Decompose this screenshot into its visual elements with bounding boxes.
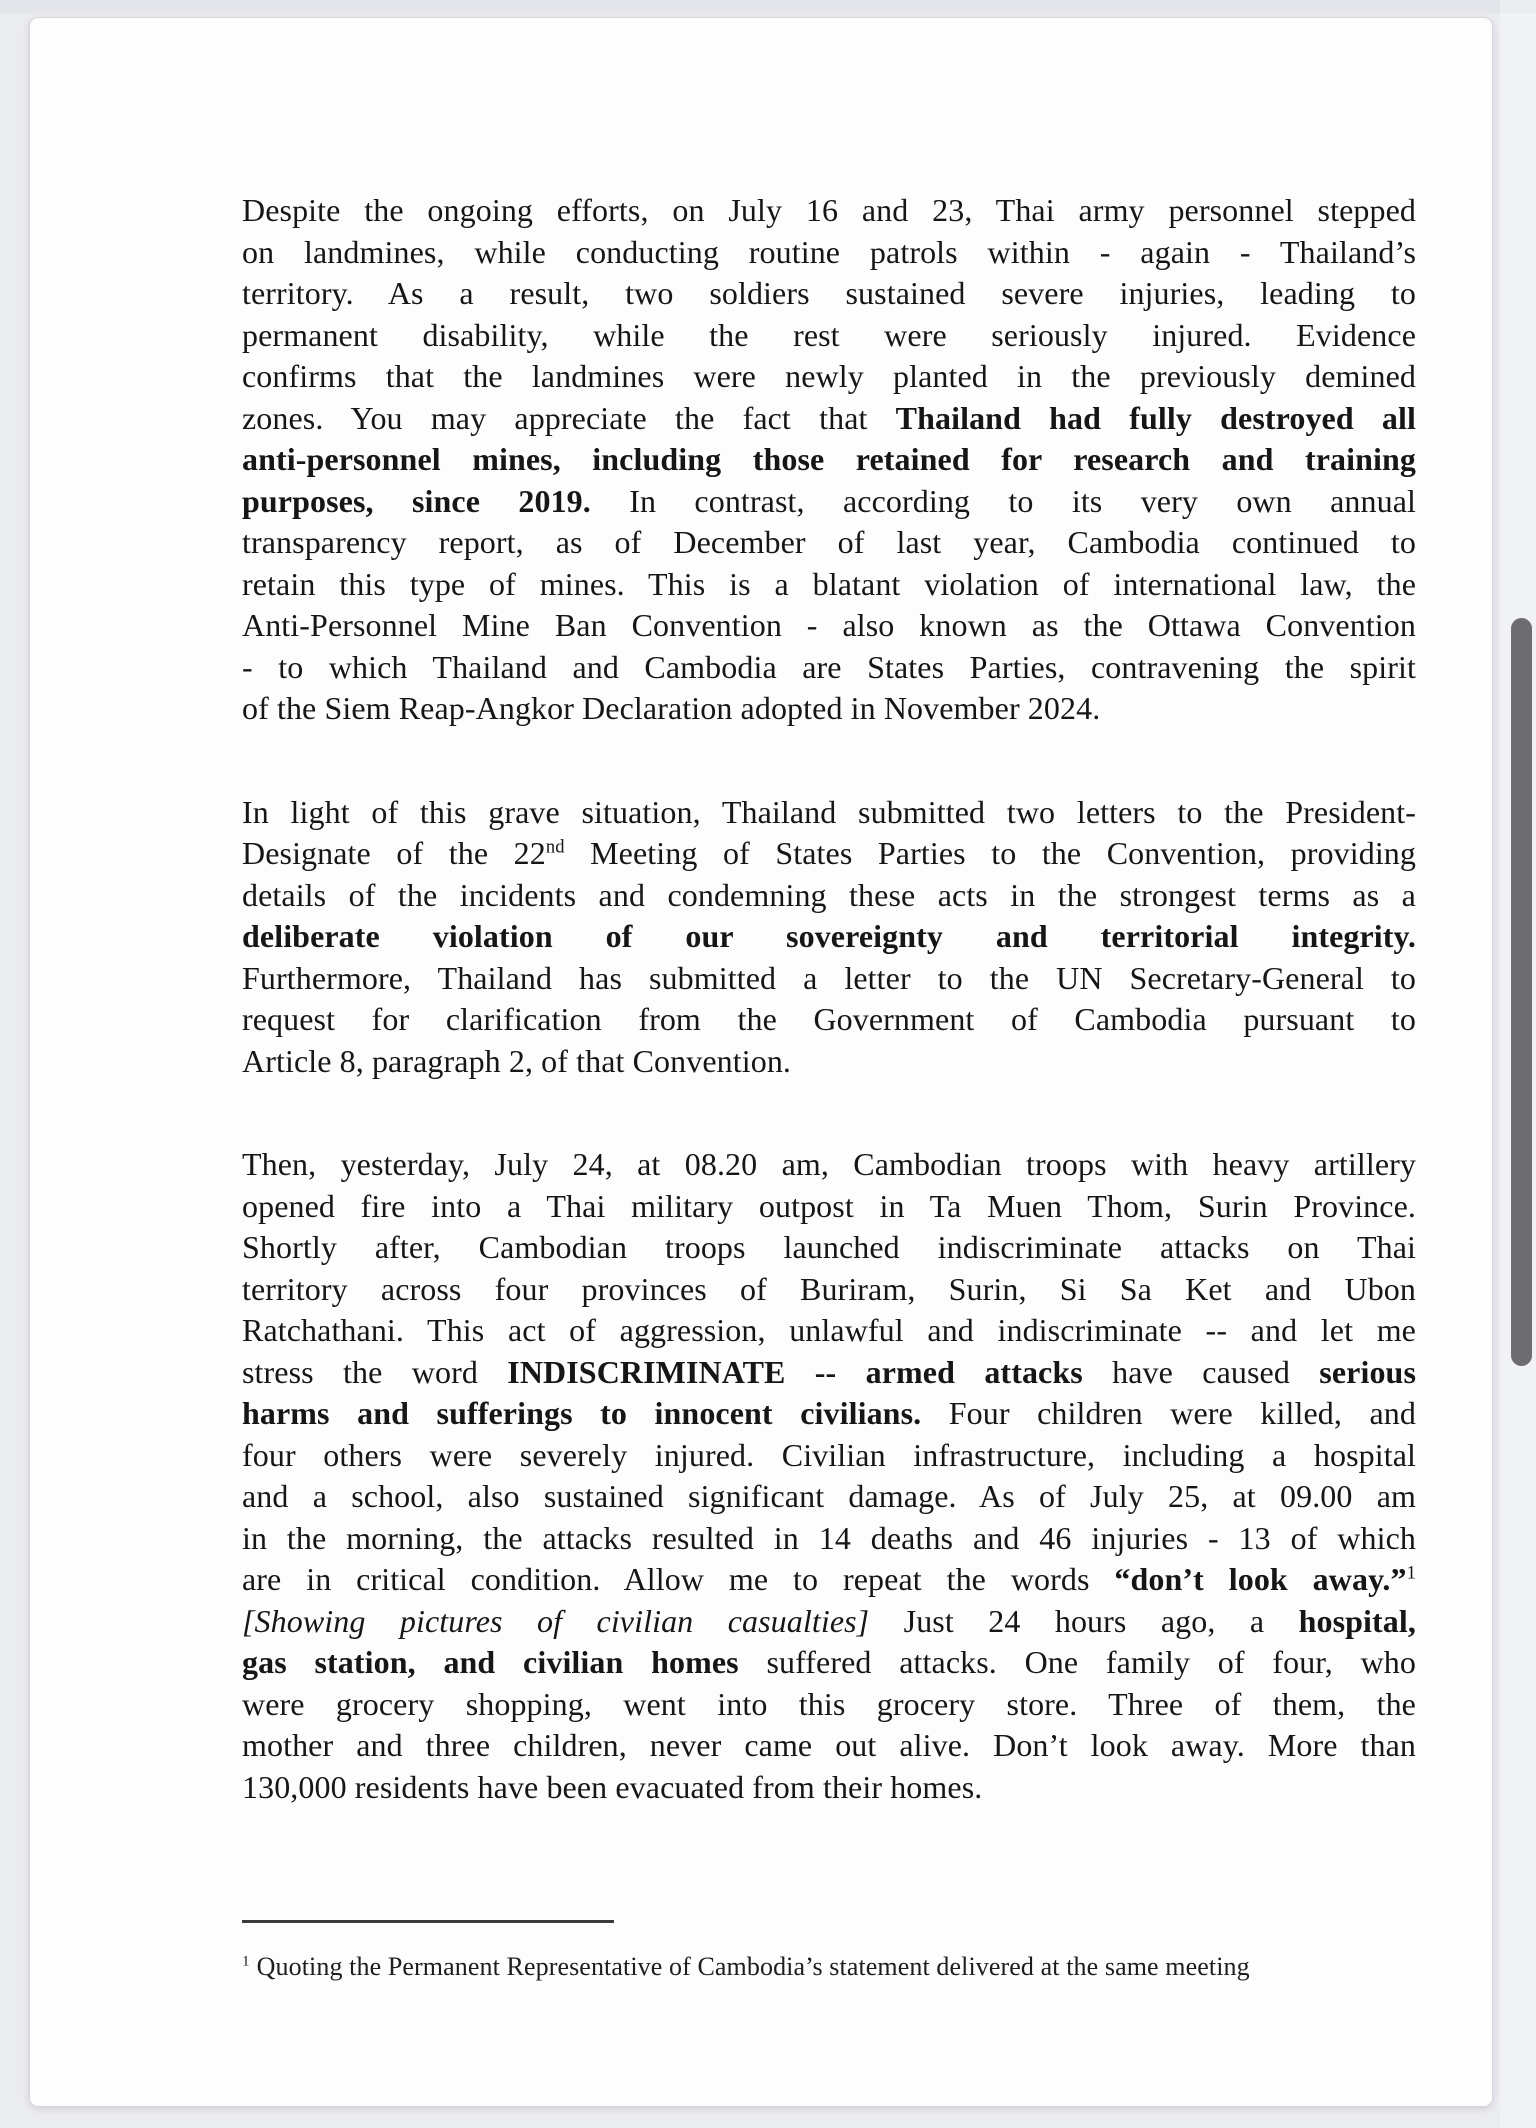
text-segment: on landmines, while conducting routine patrols within - again - Thailand’s	[242, 233, 1416, 270]
text-segment: “don’t look away.”	[1114, 1561, 1407, 1597]
text-segment: opened fire into a Thai military outpost in Ta Muen Thom, Surin Province.	[242, 1187, 1416, 1224]
text-line	[242, 1393, 1416, 1435]
text-line	[242, 688, 1416, 730]
text-segment: In light of this grave situation, Thailand submitted two letters to the President-	[242, 793, 1416, 830]
text-segment: 1	[1406, 1562, 1416, 1584]
text-line	[242, 1041, 1416, 1083]
text-line	[242, 1476, 1416, 1518]
text-segment: confirms that the landmines were newly planted in the previously demined	[242, 358, 1416, 394]
text-segment: In contrast, according to its very own annual	[590, 482, 1416, 519]
text-segment: Article 8, paragraph 2, of that Convention.	[242, 1042, 792, 1079]
text-line	[242, 522, 1416, 564]
text-segment: stress the word	[242, 1353, 508, 1390]
text-segment: territory. As a result, two soldiers sustained severe injuries, leading to	[242, 275, 1416, 311]
text-segment: mother and three children, never came out alive. Don’t look away. More than	[242, 1727, 1416, 1763]
text-segment: Shortly after, Cambodian troops launched indiscriminate attacks on Thai	[242, 1229, 1416, 1265]
text-segment: territory across four provinces of Buriram, Surin, Si Sa Ket and Ubon	[242, 1270, 1416, 1307]
text-line	[242, 1684, 1416, 1726]
text-segment: gas station, and civilian homes	[242, 1644, 739, 1680]
text-line	[242, 916, 1416, 958]
text-line	[242, 356, 1416, 398]
footnote	[242, 1949, 1416, 1985]
text-segment: [Showing pictures of civilian casualties]	[242, 1602, 870, 1639]
text-segment: hospital,	[1298, 1602, 1416, 1639]
viewer-top-edge	[0, 0, 1536, 13]
text-segment: Four children were killed, and	[921, 1395, 1416, 1431]
text-line	[242, 1767, 1416, 1809]
text-segment: four others were severely injured. Civilian infrastructure, including a hospital	[242, 1436, 1416, 1473]
document-text	[242, 190, 1416, 1985]
document-page	[30, 18, 1492, 2106]
text-segment: Despite the ongoing efforts, on July 16 and 23, Thai army personnel stepped	[242, 192, 1416, 228]
scrollbar-thumb[interactable]	[1511, 618, 1532, 1366]
text-segment: of the Siem Reap-Angkor Declaration adopted in November 2024.	[242, 690, 1101, 726]
text-segment: - to which Thailand and Cambodia are States Parties, contravening the spirit	[242, 648, 1416, 685]
text-segment: Anti-Personnel Mine Ban Convention - also known as the Ottawa Convention	[242, 607, 1416, 643]
text-line	[242, 1144, 1416, 1186]
text-segment: harms and sufferings to innocent civilians.	[242, 1395, 922, 1431]
text-segment: anti-personnel mines, including those retained for research and training	[242, 441, 1416, 477]
text-segment: Ratchathani. This act of aggression, unlawful and indiscriminate -- and let me	[242, 1312, 1416, 1348]
text-segment: permanent disability, while the rest were seriously injured. Evidence	[242, 316, 1416, 353]
text-segment: have caused	[1082, 1353, 1320, 1390]
text-segment: retain this type of mines. This is a blatant violation of international law, the	[242, 565, 1416, 602]
text-line	[242, 999, 1416, 1041]
text-line	[242, 315, 1416, 357]
text-line	[242, 1601, 1416, 1643]
text-line	[242, 481, 1416, 523]
text-segment: transparency report, as of December of last year, Cambodia continued to	[242, 524, 1416, 560]
text-segment: serious	[1319, 1353, 1416, 1390]
text-line	[242, 647, 1416, 689]
text-line	[242, 1186, 1416, 1228]
text-segment: and a school, also sustained significant damage. As of July 25, at 09.00 am	[242, 1478, 1416, 1514]
text-line	[242, 1310, 1416, 1352]
text-segment: Designate of the 22	[242, 835, 546, 871]
text-line	[242, 1559, 1416, 1601]
text-line	[242, 190, 1416, 232]
footnote-text: Quoting the Permanent Representative of Cambodia’s statement delivered at the same meeting	[256, 1952, 1250, 1981]
paragraph	[242, 190, 1416, 730]
text-line	[242, 1725, 1416, 1767]
text-segment: are in critical condition. Allow me to repeat the words	[242, 1561, 1115, 1597]
text-segment: purposes, since 2019.	[242, 482, 591, 519]
paragraph	[242, 792, 1416, 1083]
text-line	[242, 564, 1416, 606]
text-segment: zones. You may appreciate the fact that	[242, 399, 896, 436]
footnote-marker: 1	[242, 1953, 250, 1970]
text-segment: Meeting of States Parties to the Convention, providing	[564, 835, 1417, 871]
text-line	[242, 273, 1416, 315]
text-line	[242, 439, 1416, 481]
text-segment: Just 24 hours ago, a	[869, 1602, 1299, 1639]
text-line	[242, 792, 1416, 834]
footnote-rule	[242, 1920, 614, 1923]
text-line	[242, 1435, 1416, 1477]
text-line	[242, 605, 1416, 647]
text-line	[242, 1518, 1416, 1560]
text-line	[242, 958, 1416, 1000]
text-segment: nd	[545, 836, 565, 858]
text-segment: Furthermore, Thailand has submitted a letter to the UN Secretary-General to	[242, 959, 1416, 996]
text-line	[242, 833, 1416, 875]
text-segment: Thailand had fully destroyed all	[895, 399, 1416, 436]
paragraph	[242, 1144, 1416, 1808]
text-line	[242, 1352, 1416, 1394]
text-segment: in the morning, the attacks resulted in 14 deaths and 46 injuries - 13 of which	[242, 1519, 1416, 1556]
text-line	[242, 875, 1416, 917]
text-segment: request for clarification from the Government of Cambodia pursuant to	[242, 1001, 1416, 1037]
text-line	[242, 1269, 1416, 1311]
text-segment: INDISCRIMINATE -- armed attacks	[507, 1353, 1083, 1390]
footnote-block	[242, 1920, 1416, 1985]
text-segment: details of the incidents and condemning these acts in the strongest terms as a	[242, 876, 1416, 913]
text-segment: were grocery shopping, went into this grocery store. Three of them, the	[242, 1685, 1416, 1722]
text-line	[242, 232, 1416, 274]
text-segment: suffered attacks. One family of four, who	[738, 1644, 1416, 1680]
text-line	[242, 398, 1416, 440]
text-line	[242, 1642, 1416, 1684]
text-segment: 130,000 residents have been evacuated from their homes.	[242, 1768, 983, 1805]
text-segment: Then, yesterday, July 24, at 08.20 am, Cambodian troops with heavy artillery	[242, 1146, 1416, 1182]
text-line	[242, 1227, 1416, 1269]
text-segment: deliberate violation of our sovereignty and territorial integrity.	[242, 918, 1416, 954]
